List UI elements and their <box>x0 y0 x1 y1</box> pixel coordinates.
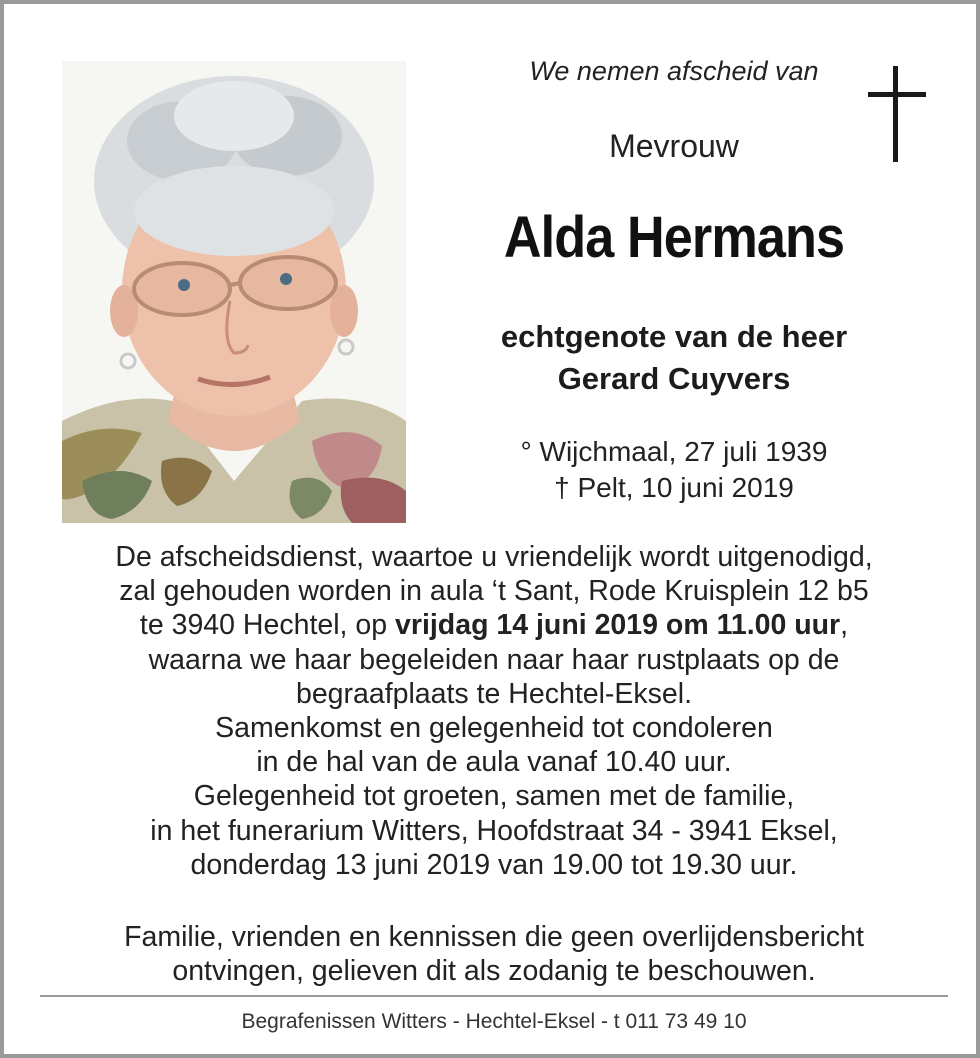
closing-line-1: Familie, vrienden en kennissen die geen overlijdensbericht <box>124 921 864 953</box>
body-line-service-date <box>34 608 954 642</box>
body-line: zal gehouden worden in aula ‘t Sant, Rode Kruisplein 12 b5 <box>119 575 869 608</box>
body-line: waarna we haar begeleiden naar haar rustplaats op de <box>148 643 840 676</box>
service-details <box>34 540 954 882</box>
service-datetime: vrijdag 14 juni 2019 om 11.00 uur <box>395 609 841 642</box>
spouse-block <box>444 316 904 400</box>
spouse-line-1: echtgenote van de heer <box>500 319 848 354</box>
footer-divider <box>40 995 948 997</box>
deceased-name: Alda Hermans <box>503 205 845 270</box>
body-line: begraafplaats te Hechtel-Eksel. <box>295 677 693 710</box>
body-line: in de hal van de aula vanaf 10.40 uur. <box>256 746 732 779</box>
funeral-home-footer: Begrafenissen Witters - Hechtel-Eksel - t 011 73 49 10 <box>241 1010 747 1033</box>
closing-line-2: ontvingen, gelieven dit als zodanig te beschouwen. <box>172 955 816 988</box>
body-line: donderdag 13 juni 2019 van 19.00 tot 19.30 uur. <box>190 848 798 881</box>
body-line: Gelegenheid tot groeten, samen met de familie, <box>193 780 795 813</box>
closing-note <box>34 920 954 988</box>
life-dates <box>444 434 904 506</box>
body-line: De afscheidsdienst, waartoe u vriendelijk wordt uitgenodigd, <box>115 541 873 573</box>
spouse-line-2: Gerard Cuyvers <box>557 361 791 396</box>
body-line-post: , <box>840 609 849 642</box>
honorific-title: Mevrouw <box>609 128 739 164</box>
birth-date: ° Wijchmaal, 27 juli 1939 <box>520 436 828 467</box>
body-line: in het funerarium Witters, Hoofdstraat 34 - 3941 Eksel, <box>150 814 838 847</box>
portrait-photo <box>62 61 406 523</box>
body-line: Samenkomst en gelegenheid tot condoleren <box>215 712 773 745</box>
intro-text: We nemen afscheid van <box>529 56 819 86</box>
death-date: † Pelt, 10 juni 2019 <box>554 472 794 503</box>
body-line-pre: te 3940 Hechtel, op <box>139 609 396 642</box>
